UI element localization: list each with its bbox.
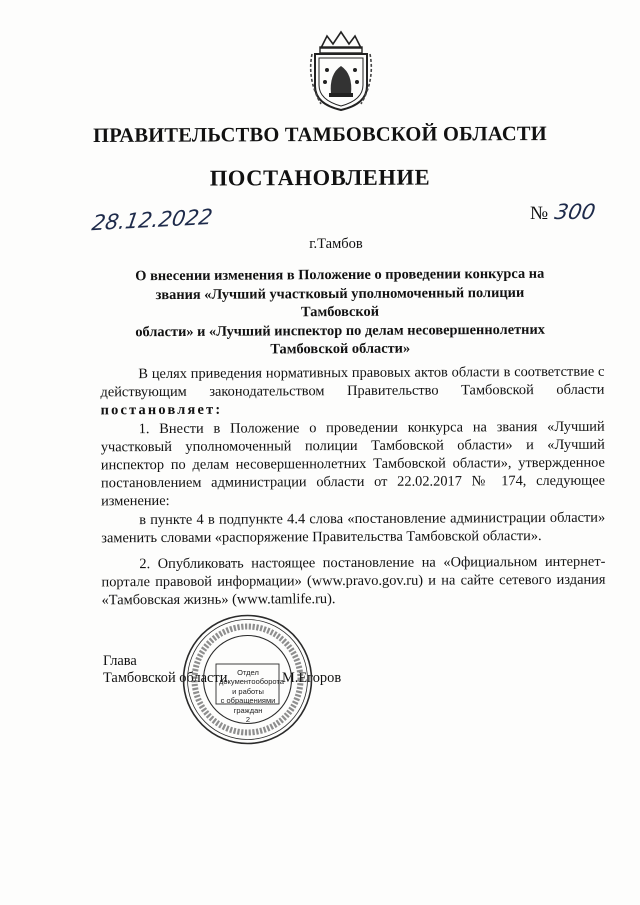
handwritten-number: 300 — [552, 200, 598, 224]
stamp-text-line: Отдел — [237, 668, 259, 677]
stamp-center-text — [219, 668, 284, 725]
heading-line: области» и «Лучший инспектор по делам несовершеннолетних — [135, 321, 545, 340]
item-2-paragraph: 2. Опубликовать настоящее постановление на «Официальном интернет-портале правовой информации» (www.pravo.gov.ru) и на сайте сетевого издания «Тамбовская жизнь» (www.tamlife.ru). — [101, 553, 606, 609]
stamp-text-line: 2 — [245, 715, 251, 725]
decree-body — [100, 363, 605, 610]
stamp-text-line: документооборота — [219, 677, 284, 687]
signatory-position-line: Тамбовской области — [103, 670, 228, 686]
stamp-text-line: и работы — [232, 686, 264, 696]
city-line: г.Тамбов — [309, 236, 363, 252]
signatory-position-line: Глава — [103, 653, 137, 669]
government-title: ПРАВИТЕЛЬСТВО ТАМБОВСКОЙ ОБЛАСТИ — [93, 123, 547, 147]
heading-line: Тамбовской области» — [270, 340, 411, 358]
item-1-change-paragraph: в пункте 4 в подпункте 4.4 слова «постановление администрации области» заменить словами «распоряжение Правительства Тамбовской области». — [101, 509, 606, 547]
item-1-paragraph: 1. Внести в Положение о проведении конкурса на звания «Лучший участковый уполномоченный полиции Тамбовской области» и «Лучший инспектор по делам несовершеннолетних Тамбовской области», утвержденное постановлением администрации области от 22.02.2017 № 174, следующее изменение: — [100, 418, 606, 510]
decree-heading — [120, 265, 561, 360]
heading-line: звания «Лучший участковый уполномоченный полиции Тамбовской — [155, 284, 525, 321]
number-label: № — [530, 203, 549, 224]
resolves-word: постановляет: — [100, 402, 223, 419]
signatory-name: М.Егоров — [282, 670, 342, 686]
intro-text: В целях приведения нормативных правовых актов области в соответствие с действующим законодательством Правительство Тамбовской области — [100, 363, 605, 401]
handwritten-date: 28.12.2022 — [90, 204, 215, 236]
stamp-text-line: граждан — [233, 705, 263, 715]
document-type: ПОСТАНОВЛЕНИЕ — [209, 164, 431, 191]
intro-paragraph — [100, 363, 604, 420]
heading-line: О внесении изменения в Положение о проведении конкурса на — [135, 265, 545, 285]
stamp-text-line: с обращениями — [220, 696, 276, 706]
coat-of-arms-icon — [307, 30, 375, 112]
